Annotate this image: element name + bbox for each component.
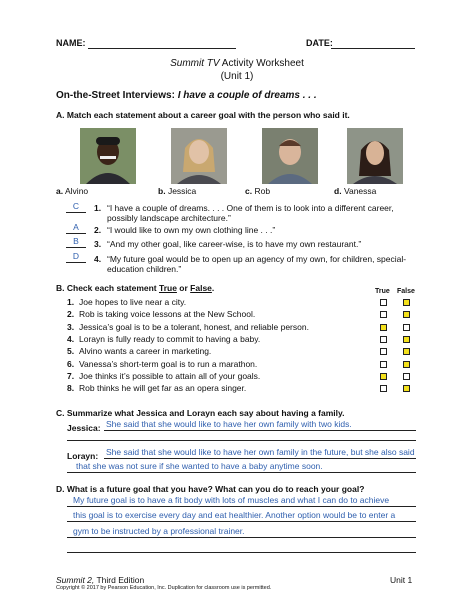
lorayn-label: Lorayn:	[67, 451, 99, 461]
goal-line-4	[67, 552, 416, 553]
false-checkbox[interactable]	[403, 361, 410, 368]
worksheet-title	[0, 58, 474, 69]
tf-statement: Rob thinks he will get far as an opera singer.	[79, 383, 247, 394]
person-jessica	[158, 186, 196, 196]
item-text-2: “I would like to own my own clothing line . . .”	[107, 225, 276, 235]
person-rob	[245, 186, 270, 196]
section-c-heading: C. Summarize what Jessica and Lorayn each say about having a family.	[56, 408, 345, 418]
tf-number: 3.	[67, 321, 75, 332]
false-checkbox[interactable]	[403, 348, 410, 355]
answer-line-4	[66, 262, 86, 263]
true-checkbox[interactable]	[380, 385, 387, 392]
photo-jessica	[171, 128, 227, 184]
person-name-d: Vanessa	[343, 186, 377, 196]
item-number-4: 4.	[94, 254, 102, 264]
section-d-heading: D. What is a future goal that you have? What can you do to reach your goal?	[56, 484, 365, 494]
goal-line-3	[67, 537, 416, 538]
section-a-heading: A. Match each statement about a career goal with the person who said it.	[56, 110, 350, 120]
footer-unit: Unit 1	[390, 575, 413, 585]
true-checkbox[interactable]	[380, 373, 387, 380]
jessica-answer[interactable]: She said that she would like to have her own family with two kids.	[106, 419, 352, 429]
item-text-4a: “My future goal would be to open up an agency of my own, for children, special-	[107, 254, 407, 264]
section-b-true: True	[158, 283, 177, 293]
item-number-3: 3.	[94, 239, 102, 249]
section-b-heading	[56, 283, 214, 293]
answer-blank-1[interactable]: C	[72, 201, 80, 211]
item-text-1b: possibly landscape architecture.”	[107, 213, 231, 223]
footer-copyright: Copyright © 2017 by Pearson Education, Inc. Duplication for classroom use is permitted.	[56, 585, 272, 591]
goal-answer-1[interactable]: My future goal is to have a fit body with lots of muscles and what I can do to achieve	[73, 495, 390, 505]
tf-statement: Jessica’s goal is to be a tolerant, honest, and reliable person.	[79, 321, 309, 332]
section-b-false: False	[190, 283, 212, 293]
person-vanessa	[334, 186, 376, 196]
person-name-c: Rob	[254, 186, 271, 196]
subtitle-italic: I have a couple of dreams . . .	[177, 90, 317, 101]
tf-number: 6.	[67, 358, 75, 369]
lorayn-line-2	[67, 472, 416, 473]
false-checkbox[interactable]	[403, 336, 410, 343]
footer-book-rest: Third Edition	[94, 575, 145, 585]
person-alvino	[56, 186, 88, 196]
item-text-3: “And my other goal, like career-wise, is to have my own restaurant.”	[107, 239, 362, 249]
item-text-4b: education children.”	[107, 264, 182, 274]
person-letter-b: b.	[158, 186, 166, 196]
goal-answer-3[interactable]: gym to be instructed by a professional trainer.	[73, 526, 245, 536]
lorayn-line-1	[104, 458, 416, 459]
col-true-header: True	[375, 288, 390, 295]
photo-rob	[262, 128, 318, 184]
answer-blank-3[interactable]: B	[73, 236, 79, 246]
photo-vanessa	[347, 128, 403, 184]
goal-answer-2[interactable]: this goal is to exercise every day and eat healthier. Another option would be to enter a	[73, 510, 396, 520]
section-b-pre: B. Check each statement	[56, 283, 159, 293]
section-b-mid: or	[176, 283, 191, 293]
false-checkbox[interactable]	[403, 373, 410, 380]
item-number-1: 1.	[94, 203, 102, 213]
title-rest: Activity Worksheet	[219, 58, 304, 69]
subtitle-label: On-the-Street Interviews:	[56, 90, 175, 101]
tf-number: 1.	[67, 297, 75, 307]
tf-statement: Vanessa’s short-term goal is to run a marathon.	[79, 358, 258, 369]
jessica-label: Jessica:	[67, 423, 101, 433]
person-letter-c: c.	[245, 186, 253, 196]
false-checkbox[interactable]	[403, 299, 410, 306]
date-line[interactable]	[331, 48, 415, 49]
answer-blank-4[interactable]: D	[72, 251, 80, 261]
false-checkbox[interactable]	[403, 311, 410, 318]
footer-book	[56, 575, 144, 585]
name-line[interactable]	[88, 48, 236, 49]
goal-line-1	[67, 506, 416, 507]
person-letter-a: a.	[56, 186, 64, 196]
item-number-2: 2.	[94, 225, 102, 235]
person-name-a: Alvino	[65, 186, 89, 196]
false-checkbox[interactable]	[403, 324, 410, 331]
goal-line-2	[67, 521, 416, 522]
jessica-line-2	[67, 440, 416, 441]
worksheet-unit: (Unit 1)	[220, 71, 254, 82]
false-checkbox[interactable]	[403, 385, 410, 392]
true-checkbox[interactable]	[380, 348, 387, 355]
title-italic: Summit TV	[170, 58, 220, 69]
true-checkbox[interactable]	[380, 299, 387, 306]
tf-number: 8.	[67, 383, 75, 394]
tf-statement: Joe hopes to live near a city.	[79, 297, 187, 307]
tf-statement: Rob is taking voice lessons at the New School.	[79, 309, 256, 320]
tf-statement: Lorayn is fully ready to commit to having a baby.	[79, 333, 261, 344]
answer-line-1	[66, 212, 86, 213]
photo-alvino	[80, 128, 136, 184]
true-checkbox[interactable]	[380, 311, 387, 318]
true-checkbox[interactable]	[380, 361, 387, 368]
person-name-b: Jessica	[167, 186, 197, 196]
date-label: DATE:	[306, 38, 333, 48]
answer-blank-2[interactable]: A	[73, 222, 79, 232]
tf-number: 7.	[67, 370, 75, 381]
footer-book-italic: Summit 2,	[56, 575, 95, 585]
lorayn-answer-1[interactable]: She said that she would like to have her own family in the future, but she also said	[106, 447, 415, 457]
name-label: NAME:	[56, 38, 86, 48]
section-b-end: .	[211, 283, 215, 293]
true-checkbox[interactable]	[380, 324, 387, 331]
page-subtitle	[56, 90, 317, 101]
person-letter-d: d.	[334, 186, 342, 196]
tf-number: 2.	[67, 309, 75, 320]
tf-number: 4.	[67, 333, 75, 344]
col-false-header: False	[397, 288, 415, 295]
tf-number: 5.	[67, 346, 75, 357]
true-checkbox[interactable]	[380, 336, 387, 343]
lorayn-answer-2[interactable]: that she was not sure if she wanted to have a baby anytime soon.	[76, 461, 323, 471]
jessica-line-1	[104, 430, 416, 431]
item-text-1a: “I have a couple of dreams. . . . One of them is to look into a different career,	[107, 203, 394, 213]
tf-statement: Alvino wants a career in marketing.	[79, 346, 212, 357]
answer-line-2	[66, 233, 86, 234]
tf-statement: Joe thinks it’s possible to attain all of your goals.	[79, 370, 261, 381]
answer-line-3	[66, 247, 86, 248]
